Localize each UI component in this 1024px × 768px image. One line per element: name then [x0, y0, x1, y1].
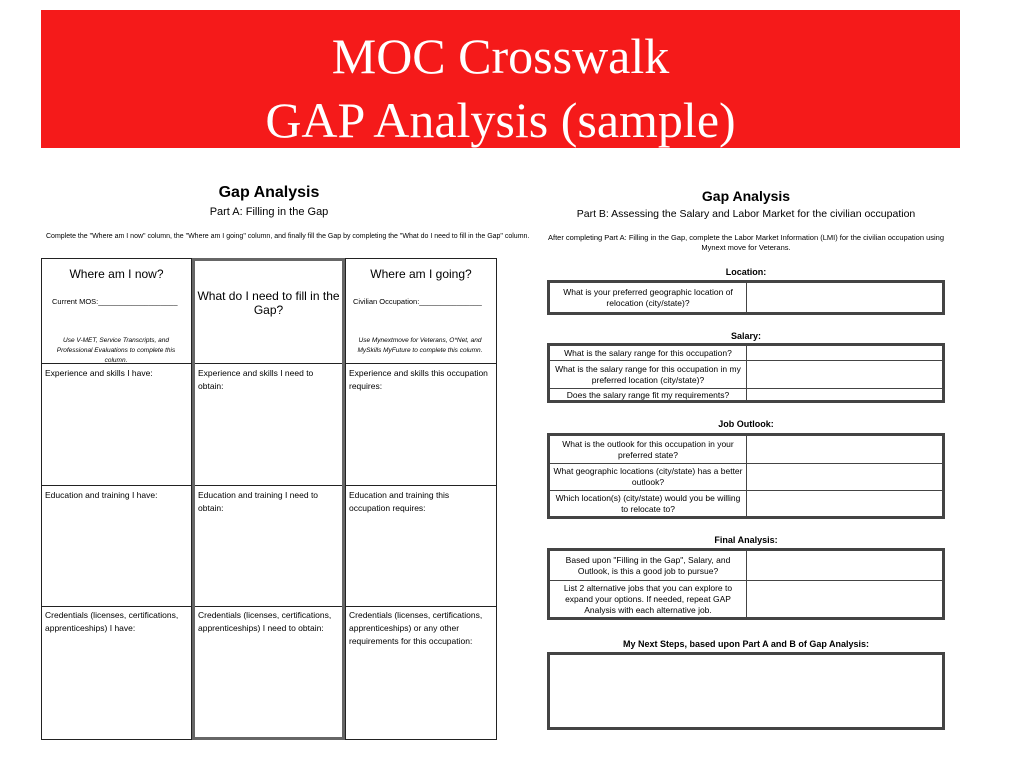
row-label: Credentials (licenses, certifications, apprenticeships) I have:: [45, 610, 179, 633]
question-cell: List 2 alternative jobs that you can explore to expand your options. If needed, repeat GAP Analysis with each alternative job.: [563, 582, 733, 615]
question-cell: What is your preferred geographic location of relocation (city/state)?: [563, 286, 733, 308]
question-cell: What is the salary range for this occupation in my preferred location (city/state)?: [555, 363, 741, 385]
part-b-title: Gap Analysis: [701, 188, 791, 204]
final-analysis-table: [547, 548, 945, 620]
row-label: Experience and skills I have:: [45, 368, 153, 378]
section-job-outlook-label: Job Outlook:: [718, 419, 774, 429]
column-header: Where am I going?: [370, 267, 472, 281]
column-fill-the-gap: [192, 258, 345, 740]
slide-title-line2: GAP Analysis (sample): [265, 92, 736, 148]
question-cell: Does the salary range fit my requirements?: [566, 389, 730, 400]
part-b-subtitle: Part B: Assessing the Salary and Labor Market for the civilian occupation: [576, 208, 916, 220]
column-where-am-i-now: [41, 258, 192, 740]
current-mos-field[interactable]: Current MOS:___________________: [52, 297, 178, 306]
next-steps-box[interactable]: [547, 652, 945, 730]
job-outlook-table: [547, 433, 945, 519]
column-note: Use Mynextmove for Veterans, O*Net, and MySkills MyFuture to complete this column.: [357, 337, 483, 354]
section-next-steps-label: My Next Steps, based upon Part A and B of Gap Analysis:: [622, 639, 870, 649]
question-cell: Which location(s) (city/state) would you be willing to relocate to?: [555, 493, 741, 514]
row-label: Credentials (licenses, certifications, apprenticeships) or any other requirements for this occupation:: [349, 610, 483, 646]
section-salary-label: Salary:: [730, 331, 762, 341]
part-a-subtitle: Part A: Filling in the Gap: [209, 206, 329, 218]
row-label: Education and training I need to obtain:: [198, 490, 319, 513]
row-label: Education and training I have:: [45, 490, 158, 500]
civilian-occupation-field[interactable]: Civilian Occupation:_______________: [353, 297, 482, 306]
salary-table: [547, 343, 945, 403]
part-a-title: Gap Analysis: [218, 184, 320, 201]
title-banner: [41, 10, 960, 148]
row-label: Education and training this occupation requires:: [349, 490, 450, 513]
row-label: Credentials (licenses, certifications, apprenticeships) I need to obtain:: [198, 610, 332, 633]
part-a-table: [41, 258, 497, 740]
row-label: Experience and skills this occupation requires:: [349, 368, 488, 391]
gap-analysis-part-b: [536, 180, 956, 740]
row-label: Experience and skills I need to obtain:: [198, 368, 314, 391]
column-where-am-i-going: [345, 258, 497, 740]
column-header: Where am I now?: [69, 267, 164, 281]
question-cell: What is the outlook for this occupation in your preferred state?: [562, 438, 734, 460]
question-cell: What is the salary range for this occupation?: [564, 347, 732, 358]
part-b-instructions: After completing Part A: Filling in the Gap, complete the Labor Market Information (LMI) for the civilian occupation using Mynext move for Veterans.: [547, 233, 945, 252]
question-cell: Based upon "Filling in the Gap", Salary, and Outlook, is this a good job to pursue?: [565, 554, 731, 576]
column-header: What do I need to fill in the Gap?: [197, 289, 340, 317]
question-cell: What geographic locations (city/state) has a better outlook?: [553, 466, 743, 487]
part-a-instructions: Complete the "Where am I now" column, the "Where am I going" column, and finally fill the Gap by completing the "What do I need to fill in the Gap" column.: [46, 233, 530, 240]
section-location-label: Location:: [725, 267, 767, 277]
column-note: Use V-MET, Service Transcripts, and Professional Evaluations to complete this column.: [56, 337, 176, 364]
location-table: [547, 280, 945, 315]
slide-title-line1: MOC Crosswalk: [331, 28, 670, 84]
section-final-analysis-label: Final Analysis:: [714, 535, 778, 545]
